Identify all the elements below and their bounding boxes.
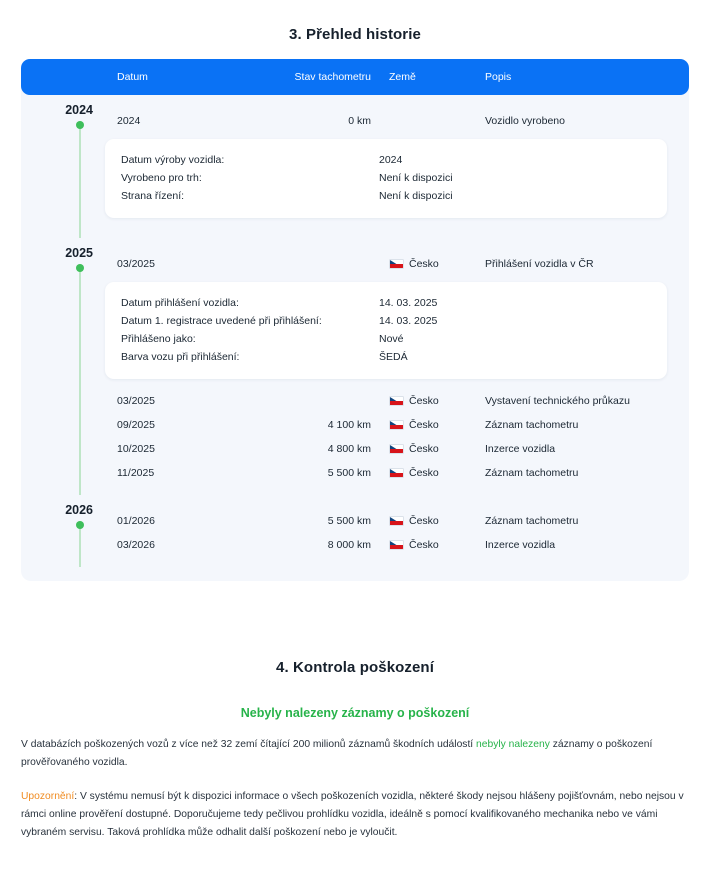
history-row-odometer: 4 800 km	[327, 443, 371, 455]
history-row-country-label: Česko	[409, 395, 439, 407]
history-row-date: 2024	[117, 115, 141, 127]
czech-flag-icon	[389, 540, 404, 550]
history-detail-label: Datum 1. registrace uvedené při přihlášení:	[121, 315, 322, 327]
history-detail-label: Vyrobeno pro trh:	[121, 172, 202, 184]
history-year-rows	[21, 95, 689, 238]
history-detail-label: Barva vozu při přihlášení:	[121, 351, 240, 363]
history-year-label: 2024	[65, 103, 93, 117]
history-row-country	[371, 515, 467, 527]
damage-section	[0, 633, 710, 842]
history-row-odometer: 4 100 km	[327, 419, 371, 431]
history-group-spacer	[21, 228, 689, 238]
history-detail-value: 14. 03. 2025	[379, 297, 438, 309]
history-row-country	[371, 539, 467, 551]
history-row-date: 09/2025	[117, 419, 155, 431]
history-row-date: 03/2026	[117, 539, 155, 551]
history-row-country	[371, 395, 467, 407]
history-row-country-label: Česko	[409, 467, 439, 479]
history-row-odometer: 0 km	[348, 115, 371, 127]
history-row-country-label: Česko	[409, 419, 439, 431]
history-row-country	[371, 443, 467, 455]
history-row-date: 01/2026	[117, 515, 155, 527]
history-panel	[21, 59, 689, 581]
history-row-description: Záznam tachometru	[485, 419, 579, 431]
damage-p2-text: : V systému nemusí být k dispozici informace o všech poškozeních vozidla, některé škody nejsou hlášeny pojišťovnám, nebo nejsou v rámci online prověření dostupné. Doporučujeme tedy pečlivou prohlídku vozidla, ideálně s pomocí kvalifikovaného mechanika nebo ve vámi vybraném servisu. Taková prohlídka může odhalit další poškození nebo je vyloučit.	[21, 791, 684, 838]
czech-flag-icon	[389, 468, 404, 478]
damage-p1-highlight: nebyly nalezeny	[476, 739, 550, 750]
history-row-country	[371, 258, 467, 270]
history-year-group	[21, 495, 689, 567]
history-row-country	[371, 467, 467, 479]
history-row-description: Inzerce vozidla	[485, 443, 556, 455]
history-group-spacer	[21, 557, 689, 567]
history-group-spacer	[21, 485, 689, 495]
history-section-title: 3. Přehled historie	[289, 26, 421, 43]
czech-flag-icon	[389, 420, 404, 430]
history-detail-row	[121, 169, 651, 187]
timeline-line	[79, 121, 81, 238]
timeline-line	[79, 264, 81, 495]
damage-section-title: 4. Kontrola poškození	[276, 659, 434, 676]
history-row	[21, 509, 689, 533]
damage-status: Nebyly nalezeny záznamy o poškození	[240, 706, 470, 720]
header-country: Země	[389, 71, 416, 83]
history-row-description: Záznam tachometru	[485, 467, 579, 479]
history-detail-label: Datum přihlášení vozidla:	[121, 297, 239, 309]
history-detail-card	[105, 282, 667, 379]
history-row-country-label: Česko	[409, 258, 439, 270]
history-table-header	[21, 59, 689, 95]
history-row-country	[371, 419, 467, 431]
damage-paragraph-1	[21, 736, 689, 772]
damage-p1-part2: záznamy o poškození prověřovaného vozidla.	[21, 739, 653, 768]
history-row	[21, 413, 689, 437]
history-year-group	[21, 238, 689, 495]
history-row-date: 03/2025	[117, 395, 155, 407]
history-detail-value: ŠEDÁ	[379, 351, 408, 363]
czech-flag-icon	[389, 444, 404, 454]
history-row	[21, 533, 689, 557]
header-date: Datum	[117, 71, 148, 83]
history-row-description: Inzerce vozidla	[485, 539, 556, 551]
history-detail-row	[121, 187, 651, 205]
history-detail-row	[121, 294, 651, 312]
history-detail-card	[105, 139, 667, 218]
history-row	[21, 252, 689, 276]
damage-paragraph-2	[21, 788, 689, 842]
history-detail-label: Datum výroby vozidla:	[121, 154, 225, 166]
history-year-rows	[21, 495, 689, 567]
timeline-dot-icon	[76, 264, 84, 272]
history-row-country-label: Česko	[409, 443, 439, 455]
history-detail-value: Není k dispozici	[379, 190, 453, 202]
history-row-description: Přihlášení vozidla v ČR	[485, 258, 594, 270]
history-row-date: 10/2025	[117, 443, 155, 455]
history-row-odometer: 5 500 km	[327, 515, 371, 527]
history-year-label: 2026	[65, 503, 93, 517]
history-detail-label: Přihlášeno jako:	[121, 333, 196, 345]
history-detail-value: 2024	[379, 154, 403, 166]
czech-flag-icon	[389, 259, 404, 269]
czech-flag-icon	[389, 516, 404, 526]
history-detail-value: 14. 03. 2025	[379, 315, 438, 327]
damage-warning-label: Upozornění	[21, 791, 75, 802]
history-row	[21, 437, 689, 461]
damage-p1-part1: V databázích poškozených vozů z více než 32 zemí čítající 200 milionů záznamů škodních událostí	[21, 739, 477, 750]
history-row-date: 11/2025	[117, 467, 155, 479]
header-odometer: Stav tachometru	[294, 71, 371, 83]
history-row-odometer: 8 000 km	[327, 539, 371, 551]
history-row-country-label: Česko	[409, 515, 439, 527]
header-description: Popis	[485, 71, 512, 83]
timeline-dot-icon	[76, 521, 84, 529]
history-row-date: 03/2025	[117, 258, 155, 270]
history-year-label: 2025	[65, 246, 93, 260]
czech-flag-icon	[389, 396, 404, 406]
history-detail-value: Nové	[379, 333, 404, 345]
history-detail-row	[121, 330, 651, 348]
history-detail-row	[121, 151, 651, 169]
history-detail-row	[121, 348, 651, 366]
history-row-description: Vozidlo vyrobeno	[485, 115, 565, 127]
history-year-rows	[21, 238, 689, 495]
timeline-dot-icon	[76, 121, 84, 129]
history-detail-row	[121, 312, 651, 330]
history-row-description: Vystavení technického průkazu	[485, 395, 630, 407]
history-row	[21, 109, 689, 133]
history-detail-value: Není k dispozici	[379, 172, 453, 184]
history-groups	[21, 95, 689, 567]
history-row-odometer: 5 500 km	[327, 467, 371, 479]
history-year-group	[21, 95, 689, 238]
history-row-description: Záznam tachometru	[485, 515, 579, 527]
history-row-country-label: Česko	[409, 539, 439, 551]
history-row	[21, 461, 689, 485]
history-row	[21, 389, 689, 413]
history-detail-label: Strana řízení:	[121, 190, 185, 202]
